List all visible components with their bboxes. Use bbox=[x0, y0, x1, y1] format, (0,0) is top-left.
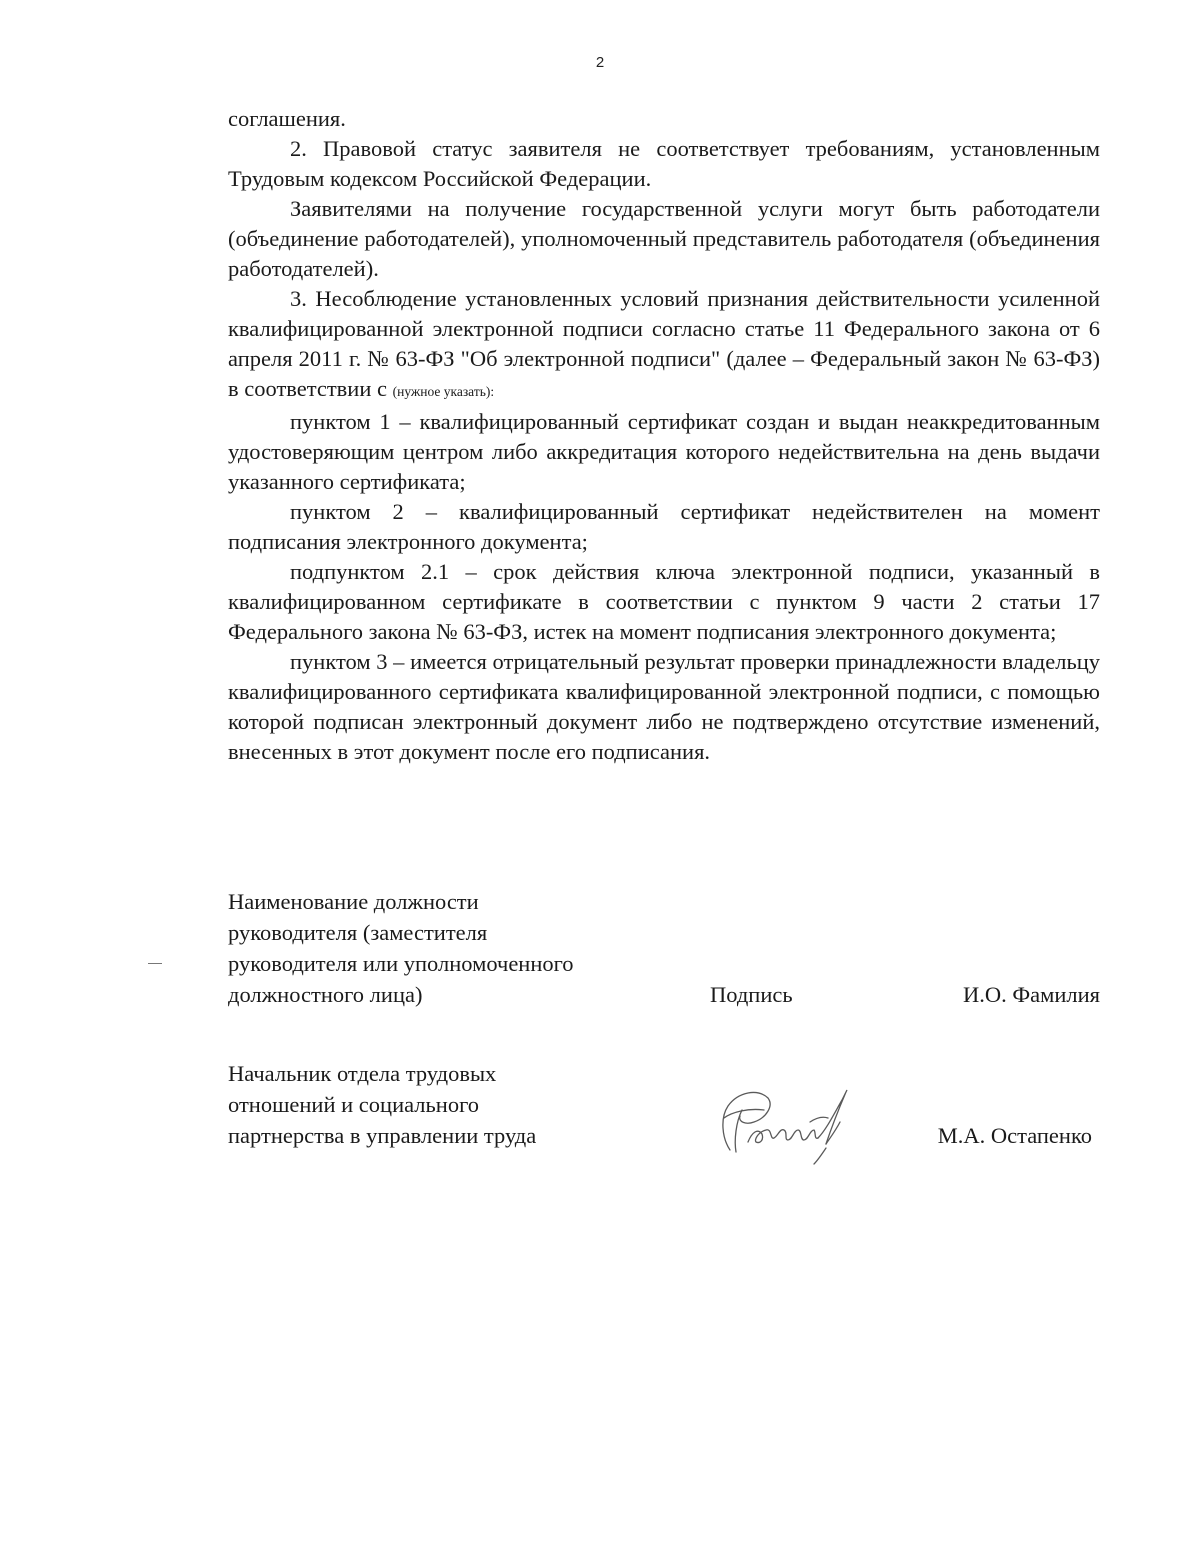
position-title-line: должностного лица) bbox=[228, 982, 423, 1007]
signer-position-line: партнерства в управлении труда bbox=[228, 1123, 537, 1148]
paragraph-1: 2. Правовой статус заявителя не соответствует требованиям, установленным Трудовым кодексом Российской Федерации. bbox=[228, 136, 1100, 191]
handwritten-signature bbox=[708, 1078, 868, 1168]
margin-mark bbox=[148, 963, 162, 964]
signer-name: М.А. Остапенко bbox=[937, 1123, 1092, 1148]
signer-position-line: отношений и социального bbox=[228, 1092, 480, 1117]
paragraph-5: пунктом 2 – квалифицированный сертификат недействителен на момент подписания электронного документа; bbox=[228, 499, 1100, 554]
position-title-line: руководителя или уполномоченного bbox=[228, 951, 574, 976]
document-body bbox=[228, 104, 1100, 767]
paragraph-4: пунктом 1 – квалифицированный сертификат создан и выдан неаккредитованным удостоверяющим центром либо аккредитация которого недействительна на день выдачи указанного сертификата; bbox=[228, 409, 1100, 494]
paragraph-3-text: 3. Несоблюдение установленных условий признания действительности усиленной квалифицированной электронной подписи согласно статье 11 Федерального закона от 6 апреля 2011 г. № 63-ФЗ "Об электронной подписи" (далее – Федеральный закон № 63-ФЗ) в соответствии с bbox=[228, 286, 1100, 401]
signature-template-block bbox=[228, 886, 1100, 1010]
position-title-line: Наименование должности bbox=[228, 889, 479, 914]
signer-name-placeholder: И.О. Фамилия bbox=[962, 982, 1100, 1007]
paragraph-3-note: (нужное указать): bbox=[392, 384, 495, 399]
signer-position-line: Начальник отдела трудовых bbox=[228, 1061, 497, 1086]
position-title bbox=[228, 886, 648, 1010]
signature-label: Подпись bbox=[710, 982, 793, 1007]
position-title-line: руководителя (заместителя bbox=[228, 920, 488, 945]
paragraph-3 bbox=[228, 284, 1100, 407]
page-number: 2 bbox=[595, 54, 605, 71]
paragraph-0: соглашения. bbox=[228, 106, 346, 131]
signer-position bbox=[228, 1058, 648, 1151]
signature-actual-block bbox=[228, 1058, 1100, 1151]
paragraph-7: пунктом 3 – имеется отрицательный результат проверки принадлежности владельцу квалифицированного сертификата квалифицированной электронной подписи, с помощью которой подписан электронный документ либо не подтверждено отсутствие изменений, внесенных в этот документ после его подписания. bbox=[228, 649, 1100, 764]
paragraph-2: Заявителями на получение государственной услуги могут быть работодатели (объединение работодателей), уполномоченный представитель работодателя (объединения работодателей). bbox=[228, 196, 1100, 281]
paragraph-6: подпунктом 2.1 – срок действия ключа электронной подписи, указанный в квалифицированном сертификате в соответствии с пунктом 9 части 2 статьи 17 Федерального закона № 63-ФЗ, истек на момент подписания электронного документа; bbox=[228, 559, 1100, 644]
